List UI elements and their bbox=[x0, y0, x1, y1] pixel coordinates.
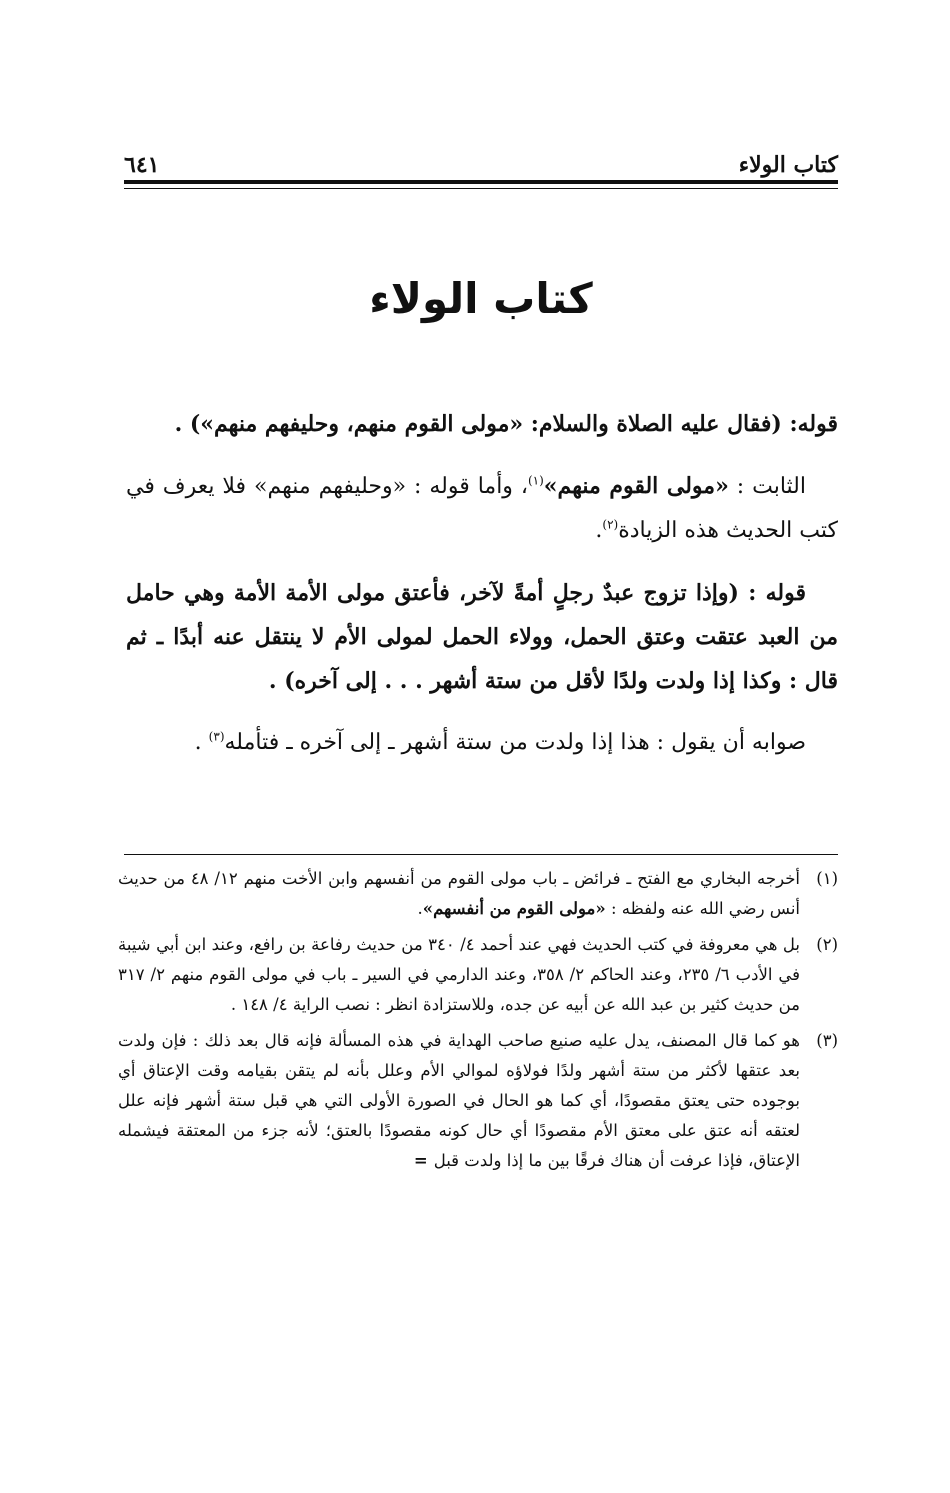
chapter-title: كتاب الولاء bbox=[369, 274, 593, 323]
header-rule-thick bbox=[124, 180, 838, 184]
header-rule-thin bbox=[124, 188, 838, 189]
paragraph-2-lead: الثابت : bbox=[728, 474, 806, 499]
footnote-ref-2[interactable]: (٢) bbox=[602, 517, 619, 532]
footnotes bbox=[118, 864, 838, 1182]
running-title: كتاب الولاء bbox=[738, 152, 838, 178]
footnote-number: (٣) bbox=[816, 1031, 838, 1050]
paragraph-2 bbox=[126, 464, 838, 553]
footnote-text: هو كما قال المصنف، يدل عليه صنيع صاحب الهداية في هذه المسألة فإنه قال بعد ذلك : فإن ولدت بعد عتقها لأكثر من ستة أشهر ولدًا فولاؤه لموالي الأم وعلل بأنه لم يتقن بقيامه وقت الإعتاق أي بوجوده حتى يعتق مقصودًا، أي كما هو الحال في الصورة الأولى التي هي قبل ستة أشهر فإنه علل لعتقه أنه عتق على معتق الأم مقصودًا أي حال كونه مقصودًا بالعتق؛ لأنه جزء من المعتقة فيشمله الإعتاق، فإذا عرفت أن هناك فرقًا بين ما إذا ولدت قبل bbox=[118, 1031, 800, 1170]
footnote-body bbox=[118, 1026, 800, 1176]
footnote-body bbox=[118, 864, 800, 924]
paragraph-1-text: : (فقال عليه الصلاة والسلام: «مولى القوم منهم، وحليفهم منهم») . bbox=[174, 411, 798, 437]
paragraph-1 bbox=[126, 402, 838, 446]
footnote-text: أخرجه البخاري مع الفتح ـ فرائض ـ باب مولى القوم من أنفسهم وابن الأخت منهم ١٢/ ٤٨ من حديث أنس رضي الله عنه ولفظه : bbox=[118, 869, 800, 918]
footnote-number: (١) bbox=[816, 869, 838, 888]
footnote-text-end: . bbox=[417, 899, 423, 918]
footnote-1 bbox=[118, 864, 838, 924]
paragraph-2-mid: ، وأما قوله : «وحليفهم منهم» فلا يعرف في كتب الحديث هذه الزيادة bbox=[126, 474, 838, 543]
paragraph-4 bbox=[126, 721, 838, 765]
page-number: ٦٤١ bbox=[124, 152, 160, 178]
footnote-3 bbox=[118, 1026, 838, 1176]
footnote-ref-1[interactable]: (١) bbox=[527, 473, 544, 488]
paragraph-2-end: . bbox=[595, 518, 603, 543]
footnote-2 bbox=[118, 930, 838, 1020]
footnote-number: (٢) bbox=[816, 935, 838, 954]
main-text bbox=[126, 402, 838, 783]
running-header bbox=[124, 140, 838, 176]
paragraph-4-end: . bbox=[194, 730, 209, 755]
paragraph-2-bold: «مولى القوم منهم» bbox=[543, 473, 729, 499]
footnote-body: بل هي معروفة في كتب الحديث فهي عند أحمد ٤/ ٣٤٠ من حديث رفاعة بن رافع، وعند ابن أبي شيبة في الأدب ٦/ ٢٣٥، وعند الحاكم ٢/ ٣٥٨، وعند الدارمي في السير ـ باب في مولى القوم منهم ٢/ ٣١٧ من حديث كثير بن عبد الله عن أبيه عن جده، وللاستزادة انظر : نصب الراية ٤/ ١٤٨ . bbox=[118, 935, 800, 1014]
footnote-ref-3[interactable]: (٣) bbox=[208, 729, 225, 744]
footnote-bold-text: «مولى القوم من أنفسهم» bbox=[422, 899, 606, 918]
paragraph-3: قوله : (وإذا تزوج عبدٌ رجلٍ أمةً لآخر، فأعتق مولى الأمة الأمة وهي حامل من العبد عتقت وعتق الحمل، وولاء الحمل لمولى الأم لا ينتقل عنه أبدًا ـ ثم قال : وكذا إذا ولدت ولدًا لأقل من ستة أشهر . . . إلى آخره) . bbox=[126, 580, 838, 694]
paragraph-1-label: قوله bbox=[797, 411, 838, 437]
paragraph-4-text: صوابه أن يقول : هذا إذا ولدت من ستة أشهر ـ إلى آخره ـ فتأمله bbox=[224, 730, 806, 755]
continuation-mark: = bbox=[413, 1151, 428, 1170]
footnote-separator bbox=[124, 854, 838, 855]
